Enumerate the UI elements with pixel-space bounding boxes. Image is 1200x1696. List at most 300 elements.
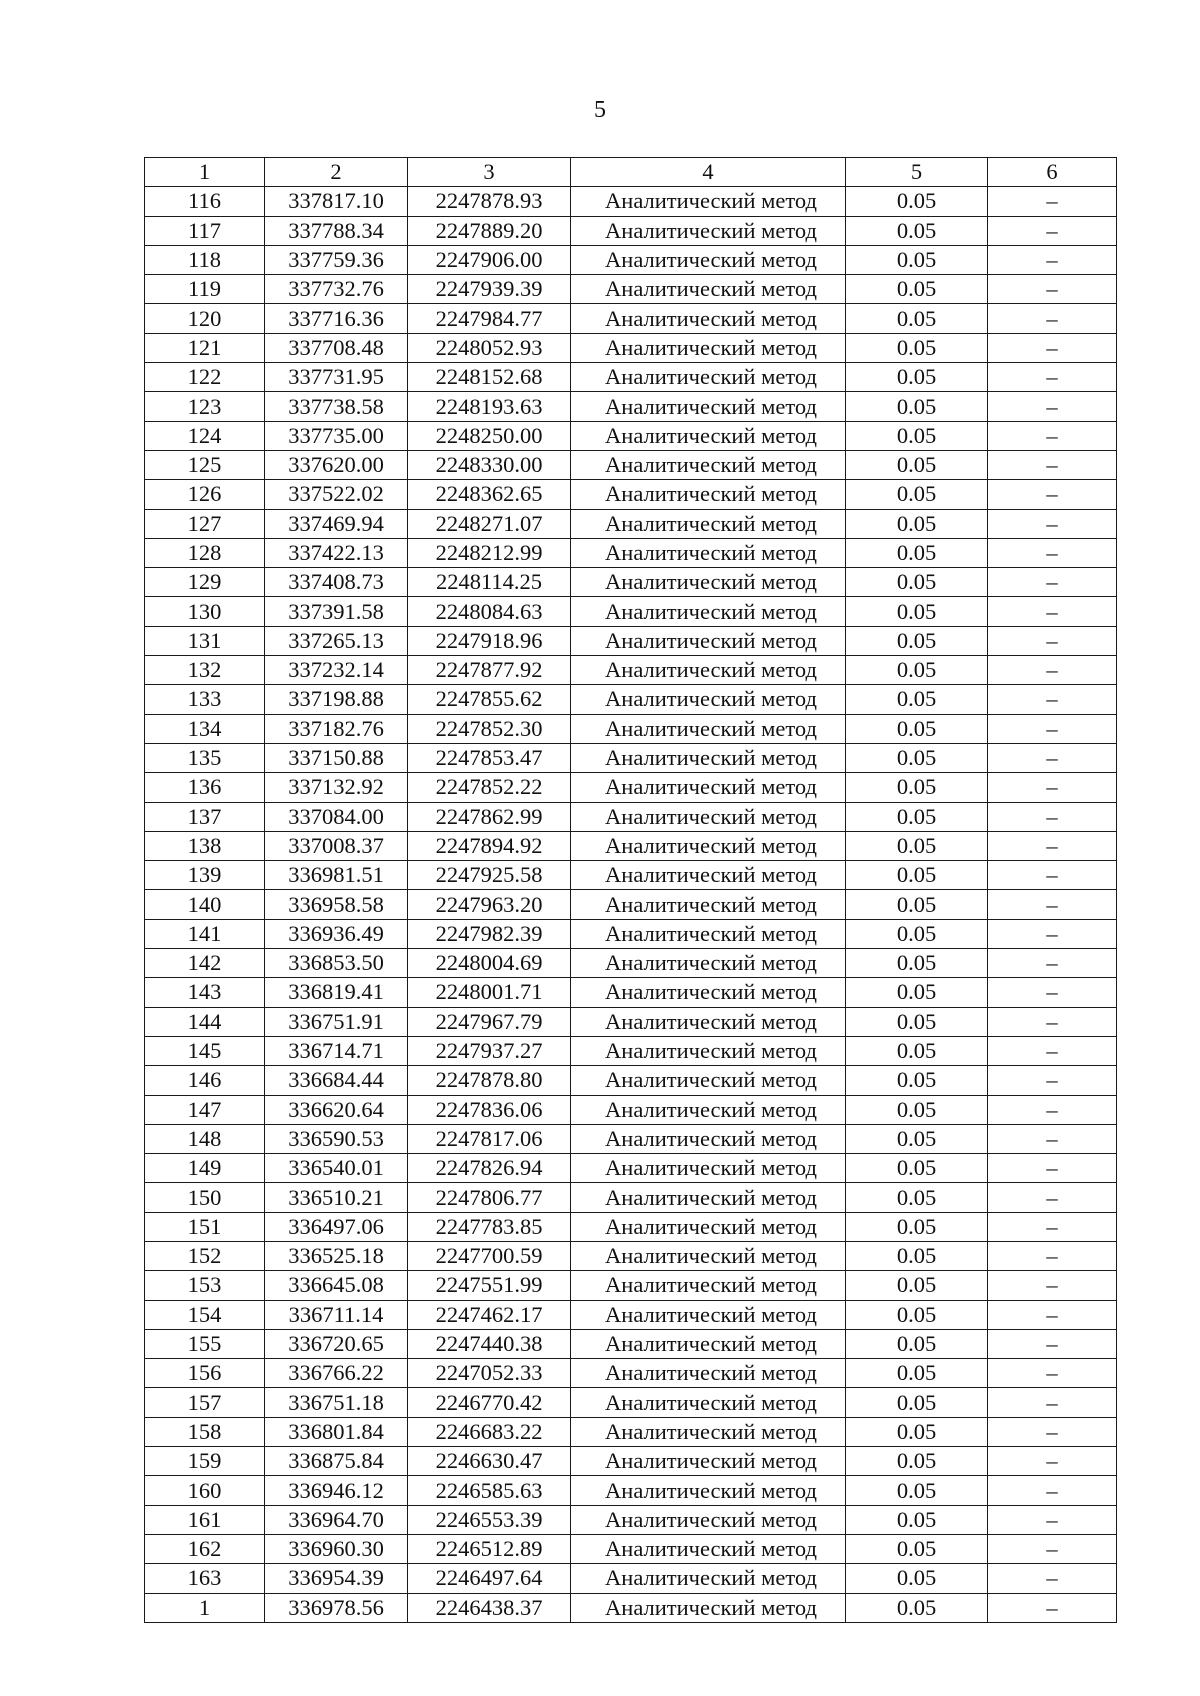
x-coordinate-cell: 337817.10 — [265, 187, 408, 216]
table-row — [145, 802, 1117, 831]
accuracy-cell: 0.05 — [846, 890, 988, 919]
table-body — [145, 187, 1117, 1623]
description-cell: – — [988, 978, 1117, 1007]
y-coordinate-cell: 2247984.77 — [408, 304, 571, 333]
accuracy-cell: 0.05 — [846, 685, 988, 714]
accuracy-cell: 0.05 — [846, 275, 988, 304]
description-cell: – — [988, 187, 1117, 216]
accuracy-cell: 0.05 — [846, 568, 988, 597]
x-coordinate-cell: 336751.91 — [265, 1007, 408, 1036]
table-row — [145, 861, 1117, 890]
y-coordinate-cell: 2247877.92 — [408, 656, 571, 685]
y-coordinate-cell: 2247862.99 — [408, 802, 571, 831]
point-number-cell: 152 — [145, 1241, 265, 1270]
table-row — [145, 1300, 1117, 1329]
accuracy-cell: 0.05 — [846, 392, 988, 421]
description-cell: – — [988, 890, 1117, 919]
method-cell: Аналитический метод — [571, 392, 846, 421]
description-cell: – — [988, 1007, 1117, 1036]
table-row — [145, 450, 1117, 479]
point-number-cell: 138 — [145, 831, 265, 860]
y-coordinate-cell: 2248271.07 — [408, 509, 571, 538]
x-coordinate-cell: 337522.02 — [265, 480, 408, 509]
method-cell: Аналитический метод — [571, 1095, 846, 1124]
description-cell: – — [988, 919, 1117, 948]
description-cell: – — [988, 275, 1117, 304]
description-cell: – — [988, 509, 1117, 538]
point-number-cell: 149 — [145, 1154, 265, 1183]
x-coordinate-cell: 337132.92 — [265, 773, 408, 802]
method-cell: Аналитический метод — [571, 743, 846, 772]
accuracy-cell: 0.05 — [846, 626, 988, 655]
method-cell: Аналитический метод — [571, 1124, 846, 1153]
point-number-cell: 157 — [145, 1388, 265, 1417]
y-coordinate-cell: 2248004.69 — [408, 949, 571, 978]
method-cell: Аналитический метод — [571, 685, 846, 714]
point-number-cell: 144 — [145, 1007, 265, 1036]
y-coordinate-cell: 2247937.27 — [408, 1036, 571, 1065]
method-cell: Аналитический метод — [571, 773, 846, 802]
x-coordinate-cell: 337408.73 — [265, 568, 408, 597]
accuracy-cell: 0.05 — [846, 1359, 988, 1388]
description-cell: – — [988, 1154, 1117, 1183]
x-coordinate-cell: 336946.12 — [265, 1476, 408, 1505]
x-coordinate-cell: 337738.58 — [265, 392, 408, 421]
x-coordinate-cell: 336853.50 — [265, 949, 408, 978]
description-cell: – — [988, 802, 1117, 831]
coordinates-table — [144, 157, 1117, 1623]
x-coordinate-cell: 336964.70 — [265, 1505, 408, 1534]
method-cell: Аналитический метод — [571, 890, 846, 919]
point-number-cell: 145 — [145, 1036, 265, 1065]
accuracy-cell: 0.05 — [846, 1183, 988, 1212]
point-number-cell: 122 — [145, 363, 265, 392]
point-number-cell: 126 — [145, 480, 265, 509]
accuracy-cell: 0.05 — [846, 1329, 988, 1358]
y-coordinate-cell: 2248114.25 — [408, 568, 571, 597]
accuracy-cell: 0.05 — [846, 861, 988, 890]
description-cell: – — [988, 656, 1117, 685]
accuracy-cell: 0.05 — [846, 656, 988, 685]
point-number-cell: 139 — [145, 861, 265, 890]
description-cell: – — [988, 1388, 1117, 1417]
method-cell: Аналитический метод — [571, 1359, 846, 1388]
y-coordinate-cell: 2248250.00 — [408, 421, 571, 450]
method-cell: Аналитический метод — [571, 1007, 846, 1036]
accuracy-cell: 0.05 — [846, 1593, 988, 1622]
x-coordinate-cell: 337716.36 — [265, 304, 408, 333]
point-number-cell: 134 — [145, 714, 265, 743]
method-cell: Аналитический метод — [571, 1388, 846, 1417]
table-row — [145, 919, 1117, 948]
header-cell: 1 — [145, 158, 265, 187]
method-cell: Аналитический метод — [571, 421, 846, 450]
method-cell: Аналитический метод — [571, 275, 846, 304]
description-cell: – — [988, 714, 1117, 743]
method-cell: Аналитический метод — [571, 363, 846, 392]
accuracy-cell: 0.05 — [846, 1271, 988, 1300]
y-coordinate-cell: 2247925.58 — [408, 861, 571, 890]
table-row — [145, 656, 1117, 685]
description-cell: – — [988, 1212, 1117, 1241]
accuracy-cell: 0.05 — [846, 831, 988, 860]
y-coordinate-cell: 2246770.42 — [408, 1388, 571, 1417]
point-number-cell: 133 — [145, 685, 265, 714]
y-coordinate-cell: 2246512.89 — [408, 1534, 571, 1563]
y-coordinate-cell: 2247878.93 — [408, 187, 571, 216]
description-cell: – — [988, 1476, 1117, 1505]
method-cell: Аналитический метод — [571, 538, 846, 567]
method-cell: Аналитический метод — [571, 1036, 846, 1065]
x-coordinate-cell: 337732.76 — [265, 275, 408, 304]
method-cell: Аналитический метод — [571, 919, 846, 948]
point-number-cell: 131 — [145, 626, 265, 655]
y-coordinate-cell: 2247440.38 — [408, 1329, 571, 1358]
method-cell: Аналитический метод — [571, 1505, 846, 1534]
point-number-cell: 129 — [145, 568, 265, 597]
description-cell: – — [988, 1066, 1117, 1095]
point-number-cell: 130 — [145, 597, 265, 626]
y-coordinate-cell: 2247967.79 — [408, 1007, 571, 1036]
table-row — [145, 1241, 1117, 1270]
method-cell: Аналитический метод — [571, 1212, 846, 1241]
x-coordinate-cell: 336497.06 — [265, 1212, 408, 1241]
method-cell: Аналитический метод — [571, 1329, 846, 1358]
table-row — [145, 275, 1117, 304]
table-row — [145, 1212, 1117, 1241]
x-coordinate-cell: 337735.00 — [265, 421, 408, 450]
table-row — [145, 245, 1117, 274]
method-cell: Аналитический метод — [571, 714, 846, 743]
x-coordinate-cell: 337391.58 — [265, 597, 408, 626]
x-coordinate-cell: 336711.14 — [265, 1300, 408, 1329]
point-number-cell: 119 — [145, 275, 265, 304]
x-coordinate-cell: 336978.56 — [265, 1593, 408, 1622]
x-coordinate-cell: 336751.18 — [265, 1388, 408, 1417]
point-number-cell: 161 — [145, 1505, 265, 1534]
description-cell: – — [988, 245, 1117, 274]
method-cell: Аналитический метод — [571, 656, 846, 685]
accuracy-cell: 0.05 — [846, 509, 988, 538]
point-number-cell: 143 — [145, 978, 265, 1007]
table-row — [145, 1271, 1117, 1300]
x-coordinate-cell: 336510.21 — [265, 1183, 408, 1212]
x-coordinate-cell: 337265.13 — [265, 626, 408, 655]
description-cell: – — [988, 538, 1117, 567]
accuracy-cell: 0.05 — [846, 216, 988, 245]
point-number-cell: 163 — [145, 1564, 265, 1593]
point-number-cell: 1 — [145, 1593, 265, 1622]
x-coordinate-cell: 337620.00 — [265, 450, 408, 479]
method-cell: Аналитический метод — [571, 1593, 846, 1622]
description-cell: – — [988, 1564, 1117, 1593]
y-coordinate-cell: 2248330.00 — [408, 450, 571, 479]
accuracy-cell: 0.05 — [846, 304, 988, 333]
point-number-cell: 124 — [145, 421, 265, 450]
accuracy-cell: 0.05 — [846, 1212, 988, 1241]
table-row — [145, 1417, 1117, 1446]
table-row — [145, 333, 1117, 362]
method-cell: Аналитический метод — [571, 333, 846, 362]
method-cell: Аналитический метод — [571, 802, 846, 831]
x-coordinate-cell: 336540.01 — [265, 1154, 408, 1183]
method-cell: Аналитический метод — [571, 1476, 846, 1505]
accuracy-cell: 0.05 — [846, 245, 988, 274]
method-cell: Аналитический метод — [571, 626, 846, 655]
x-coordinate-cell: 336954.39 — [265, 1564, 408, 1593]
method-cell: Аналитический метод — [571, 831, 846, 860]
accuracy-cell: 0.05 — [846, 363, 988, 392]
table-row — [145, 1183, 1117, 1212]
point-number-cell: 120 — [145, 304, 265, 333]
accuracy-cell: 0.05 — [846, 450, 988, 479]
method-cell: Аналитический метод — [571, 1066, 846, 1095]
table-row — [145, 421, 1117, 450]
y-coordinate-cell: 2247817.06 — [408, 1124, 571, 1153]
y-coordinate-cell: 2247853.47 — [408, 743, 571, 772]
description-cell: – — [988, 1095, 1117, 1124]
point-number-cell: 160 — [145, 1476, 265, 1505]
description-cell: – — [988, 1271, 1117, 1300]
method-cell: Аналитический метод — [571, 597, 846, 626]
method-cell: Аналитический метод — [571, 1417, 846, 1446]
point-number-cell: 125 — [145, 450, 265, 479]
description-cell: – — [988, 1417, 1117, 1446]
description-cell: – — [988, 1329, 1117, 1358]
method-cell: Аналитический метод — [571, 216, 846, 245]
table-row — [145, 538, 1117, 567]
accuracy-cell: 0.05 — [846, 187, 988, 216]
y-coordinate-cell: 2247894.92 — [408, 831, 571, 860]
point-number-cell: 155 — [145, 1329, 265, 1358]
y-coordinate-cell: 2247982.39 — [408, 919, 571, 948]
header-cell: 6 — [988, 158, 1117, 187]
x-coordinate-cell: 337150.88 — [265, 743, 408, 772]
table-row — [145, 392, 1117, 421]
accuracy-cell: 0.05 — [846, 1124, 988, 1153]
description-cell: – — [988, 392, 1117, 421]
table-row — [145, 773, 1117, 802]
description-cell: – — [988, 949, 1117, 978]
description-cell: – — [988, 685, 1117, 714]
method-cell: Аналитический метод — [571, 1241, 846, 1270]
method-cell: Аналитический метод — [571, 450, 846, 479]
point-number-cell: 128 — [145, 538, 265, 567]
description-cell: – — [988, 363, 1117, 392]
x-coordinate-cell: 336714.71 — [265, 1036, 408, 1065]
x-coordinate-cell: 336620.64 — [265, 1095, 408, 1124]
table-header-row — [145, 158, 1117, 187]
table-row — [145, 1124, 1117, 1153]
description-cell: – — [988, 1183, 1117, 1212]
x-coordinate-cell: 337708.48 — [265, 333, 408, 362]
y-coordinate-cell: 2248152.68 — [408, 363, 571, 392]
x-coordinate-cell: 336801.84 — [265, 1417, 408, 1446]
description-cell: – — [988, 480, 1117, 509]
x-coordinate-cell: 337232.14 — [265, 656, 408, 685]
table-row — [145, 831, 1117, 860]
method-cell: Аналитический метод — [571, 480, 846, 509]
accuracy-cell: 0.05 — [846, 1534, 988, 1563]
y-coordinate-cell: 2247878.80 — [408, 1066, 571, 1095]
description-cell: – — [988, 333, 1117, 362]
accuracy-cell: 0.05 — [846, 743, 988, 772]
table-row — [145, 1476, 1117, 1505]
point-number-cell: 153 — [145, 1271, 265, 1300]
point-number-cell: 151 — [145, 1212, 265, 1241]
method-cell: Аналитический метод — [571, 949, 846, 978]
header-cell: 3 — [408, 158, 571, 187]
method-cell: Аналитический метод — [571, 978, 846, 1007]
accuracy-cell: 0.05 — [846, 1388, 988, 1417]
method-cell: Аналитический метод — [571, 1564, 846, 1593]
accuracy-cell: 0.05 — [846, 1154, 988, 1183]
accuracy-cell: 0.05 — [846, 1447, 988, 1476]
y-coordinate-cell: 2246438.37 — [408, 1593, 571, 1622]
description-cell: – — [988, 743, 1117, 772]
point-number-cell: 159 — [145, 1447, 265, 1476]
point-number-cell: 141 — [145, 919, 265, 948]
y-coordinate-cell: 2247963.20 — [408, 890, 571, 919]
description-cell: – — [988, 421, 1117, 450]
accuracy-cell: 0.05 — [846, 1300, 988, 1329]
point-number-cell: 137 — [145, 802, 265, 831]
point-number-cell: 150 — [145, 1183, 265, 1212]
header-cell: 5 — [846, 158, 988, 187]
description-cell: – — [988, 1241, 1117, 1270]
page-number: 5 — [594, 97, 606, 123]
accuracy-cell: 0.05 — [846, 421, 988, 450]
x-coordinate-cell: 336936.49 — [265, 919, 408, 948]
table-row — [145, 1505, 1117, 1534]
y-coordinate-cell: 2248052.93 — [408, 333, 571, 362]
method-cell: Аналитический метод — [571, 1271, 846, 1300]
description-cell: – — [988, 831, 1117, 860]
point-number-cell: 142 — [145, 949, 265, 978]
table-row — [145, 626, 1117, 655]
point-number-cell: 158 — [145, 1417, 265, 1446]
accuracy-cell: 0.05 — [846, 597, 988, 626]
y-coordinate-cell: 2248212.99 — [408, 538, 571, 567]
accuracy-cell: 0.05 — [846, 480, 988, 509]
table-row — [145, 509, 1117, 538]
table-row — [145, 1359, 1117, 1388]
x-coordinate-cell: 337422.13 — [265, 538, 408, 567]
accuracy-cell: 0.05 — [846, 333, 988, 362]
point-number-cell: 135 — [145, 743, 265, 772]
point-number-cell: 127 — [145, 509, 265, 538]
method-cell: Аналитический метод — [571, 1154, 846, 1183]
accuracy-cell: 0.05 — [846, 773, 988, 802]
description-cell: – — [988, 626, 1117, 655]
point-number-cell: 154 — [145, 1300, 265, 1329]
description-cell: – — [988, 568, 1117, 597]
table-row — [145, 1036, 1117, 1065]
table-row — [145, 1593, 1117, 1622]
y-coordinate-cell: 2247889.20 — [408, 216, 571, 245]
method-cell: Аналитический метод — [571, 1534, 846, 1563]
method-cell: Аналитический метод — [571, 1300, 846, 1329]
y-coordinate-cell: 2247806.77 — [408, 1183, 571, 1212]
table-row — [145, 714, 1117, 743]
method-cell: Аналитический метод — [571, 568, 846, 597]
point-number-cell: 121 — [145, 333, 265, 362]
table-row — [145, 1154, 1117, 1183]
x-coordinate-cell: 337469.94 — [265, 509, 408, 538]
x-coordinate-cell: 337759.36 — [265, 245, 408, 274]
x-coordinate-cell: 336981.51 — [265, 861, 408, 890]
x-coordinate-cell: 336720.65 — [265, 1329, 408, 1358]
y-coordinate-cell: 2246585.63 — [408, 1476, 571, 1505]
y-coordinate-cell: 2246630.47 — [408, 1447, 571, 1476]
y-coordinate-cell: 2247551.99 — [408, 1271, 571, 1300]
point-number-cell: 118 — [145, 245, 265, 274]
method-cell: Аналитический метод — [571, 1447, 846, 1476]
x-coordinate-cell: 337084.00 — [265, 802, 408, 831]
table-row — [145, 216, 1117, 245]
table-row — [145, 1534, 1117, 1563]
y-coordinate-cell: 2247939.39 — [408, 275, 571, 304]
y-coordinate-cell: 2247783.85 — [408, 1212, 571, 1241]
method-cell: Аналитический метод — [571, 304, 846, 333]
y-coordinate-cell: 2248193.63 — [408, 392, 571, 421]
method-cell: Аналитический метод — [571, 861, 846, 890]
description-cell: – — [988, 861, 1117, 890]
method-cell: Аналитический метод — [571, 1183, 846, 1212]
accuracy-cell: 0.05 — [846, 919, 988, 948]
description-cell: – — [988, 304, 1117, 333]
y-coordinate-cell: 2247462.17 — [408, 1300, 571, 1329]
y-coordinate-cell: 2248362.65 — [408, 480, 571, 509]
x-coordinate-cell: 336960.30 — [265, 1534, 408, 1563]
header-cell: 4 — [571, 158, 846, 187]
accuracy-cell: 0.05 — [846, 1476, 988, 1505]
description-cell: – — [988, 1300, 1117, 1329]
accuracy-cell: 0.05 — [846, 1505, 988, 1534]
table-row — [145, 1329, 1117, 1358]
table-row — [145, 597, 1117, 626]
point-number-cell: 146 — [145, 1066, 265, 1095]
table-row — [145, 1095, 1117, 1124]
point-number-cell: 136 — [145, 773, 265, 802]
x-coordinate-cell: 336766.22 — [265, 1359, 408, 1388]
point-number-cell: 140 — [145, 890, 265, 919]
table-row — [145, 1447, 1117, 1476]
accuracy-cell: 0.05 — [846, 802, 988, 831]
x-coordinate-cell: 337198.88 — [265, 685, 408, 714]
y-coordinate-cell: 2247700.59 — [408, 1241, 571, 1270]
point-number-cell: 117 — [145, 216, 265, 245]
point-number-cell: 132 — [145, 656, 265, 685]
accuracy-cell: 0.05 — [846, 1036, 988, 1065]
method-cell: Аналитический метод — [571, 509, 846, 538]
x-coordinate-cell: 336875.84 — [265, 1447, 408, 1476]
accuracy-cell: 0.05 — [846, 1564, 988, 1593]
y-coordinate-cell: 2247918.96 — [408, 626, 571, 655]
description-cell: – — [988, 1505, 1117, 1534]
table-row — [145, 1066, 1117, 1095]
method-cell: Аналитический метод — [571, 187, 846, 216]
point-number-cell: 123 — [145, 392, 265, 421]
description-cell: – — [988, 597, 1117, 626]
description-cell: – — [988, 1593, 1117, 1622]
x-coordinate-cell: 336645.08 — [265, 1271, 408, 1300]
table-row — [145, 949, 1117, 978]
x-coordinate-cell: 336684.44 — [265, 1066, 408, 1095]
accuracy-cell: 0.05 — [846, 1241, 988, 1270]
table-row — [145, 187, 1117, 216]
table-row — [145, 363, 1117, 392]
